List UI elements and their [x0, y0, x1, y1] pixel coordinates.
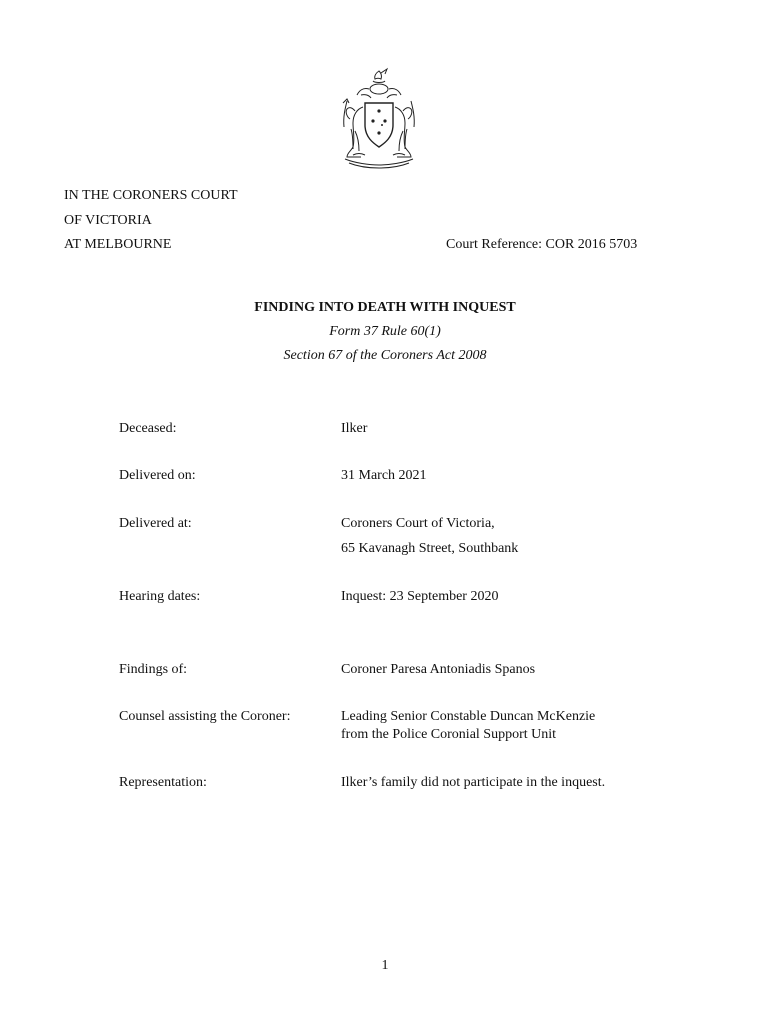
representation-label: Representation:: [119, 775, 207, 790]
victoria-coat-of-arms-icon: [333, 67, 425, 173]
findings-of-label: Findings of:: [119, 662, 188, 677]
counsel-assisting-value-line-2: from the Police Coronial Support Unit: [341, 727, 557, 742]
deceased-value: Ilker: [341, 421, 368, 436]
document-title: FINDING INTO DEATH WITH INQUEST: [254, 300, 516, 315]
delivered-at-value-line-1: Coroners Court of Victoria,: [341, 516, 495, 531]
counsel-assisting-value-line-1: Leading Senior Constable Duncan McKenzie: [341, 709, 596, 724]
hearing-dates-value: Inquest: 23 September 2020: [341, 589, 499, 604]
deceased-label: Deceased:: [119, 421, 177, 436]
delivered-at-label: Delivered at:: [119, 516, 192, 531]
court-location: AT MELBOURNE: [64, 237, 172, 252]
findings-of-value: Coroner Paresa Antoniadis Spanos: [341, 662, 536, 677]
delivered-at-value-line-2: 65 Kavanagh Street, Southbank: [341, 541, 519, 556]
delivered-on-label: Delivered on:: [119, 468, 196, 483]
page-number: 1: [381, 958, 389, 973]
act-reference: Section 67 of the Coroners Act 2008: [283, 348, 487, 363]
court-name-line-2: OF VICTORIA: [64, 213, 152, 228]
court-reference: Court Reference: COR 2016 5703: [446, 237, 638, 252]
form-reference: Form 37 Rule 60(1): [329, 324, 441, 339]
representation-value: Ilker’s family did not participate in the inquest.: [341, 775, 606, 790]
counsel-assisting-label: Counsel assisting the Coroner:: [119, 709, 291, 724]
hearing-dates-label: Hearing dates:: [119, 589, 201, 604]
delivered-on-value: 31 March 2021: [341, 468, 427, 483]
court-name-line-1: IN THE CORONERS COURT: [64, 188, 238, 203]
